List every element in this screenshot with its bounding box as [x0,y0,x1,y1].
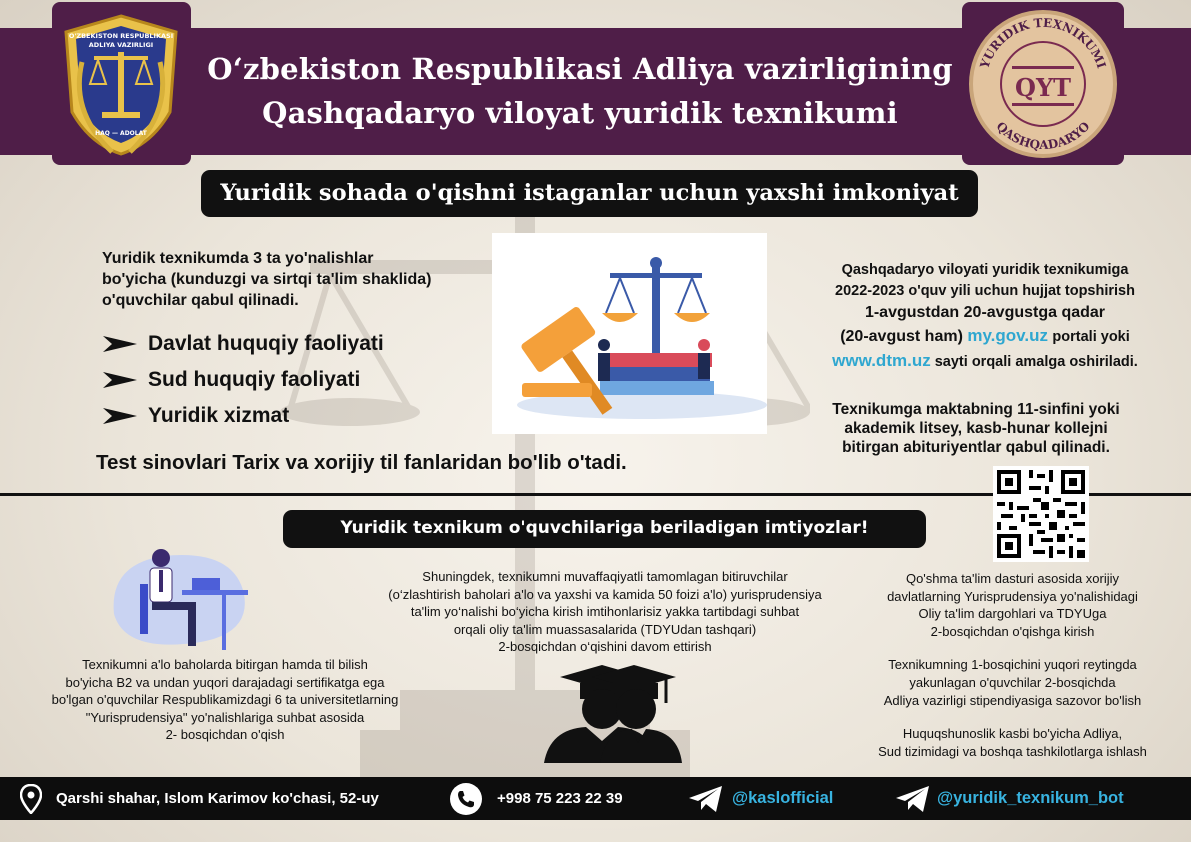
qr-code-icon [993,466,1089,562]
footer-telegram-bot[interactable] [895,777,1124,820]
direction-label: Yuridik xizmat [148,404,290,427]
eligibility-line: Texnikumga maktabning 11-sinfini yoki [832,401,1120,418]
ministry-emblem-subtext: ADLIYA VAZIRLIGI [88,41,154,49]
benefit-paragraph [845,656,1180,709]
qr-code[interactable] [993,466,1089,562]
ministry-emblem [52,2,191,165]
justice-illustration [492,233,767,434]
direction-label: Davlat huquqiy faoliyati [148,332,384,355]
footer-telegram-channel[interactable] [688,777,833,820]
benefit-line: Sud tizimidagi va boshqa tashkilotlarga ishlash [878,743,1147,759]
banner-opportunity: Yuridik sohada o'qishni istaganlar uchun yaxshi imkoniyat [201,170,978,217]
phone-text: +998 75 223 22 39 [497,790,623,807]
ministry-emblem-text: O'ZBEKISTON RESPUBLIKASI [68,32,174,40]
address-text: Qarshi shahar, Islom Karimov ko'chasi, 52-uy [56,790,379,807]
office-worker-illustration [104,544,254,654]
admission-line: 2022-2023 o'quv yili uchun hujjat topshirish [835,283,1135,299]
header-title-line1: O‘zbekiston Respublikasi Adliya vazirligining [207,52,953,86]
directions-list [102,326,384,434]
telegram-channel-link[interactable]: @kaslofficial [732,789,834,807]
dtm-link[interactable]: www.dtm.uz [832,351,931,370]
benefit-paragraph [845,725,1180,760]
benefit-line: 2-bosqichdan o'qishga kirish [930,623,1095,639]
benefit-paragraph [845,570,1180,640]
telegram-icon [688,785,724,813]
scales-gavel-icon [492,233,767,434]
benefit-middle [360,568,850,656]
intro-text [102,248,492,311]
graduates-illustration [540,663,686,763]
list-item [102,398,384,434]
footer-address [20,777,379,820]
benefit-line: bo'yicha B2 va undan yuqori darajadagi sertifikatga ega [65,674,385,690]
benefit-left [15,656,435,744]
arrow-icon [102,335,138,353]
worker-at-laptop-icon [104,544,254,654]
benefit-line: yakunlagan o'quvchilar 2-bosqichda [909,674,1116,690]
benefit-line: 2-bosqichdan o‘qishini davom ettirish [498,639,712,655]
benefit-line: Huquqshunoslik kasbi bo'yicha Adliya, [902,726,1123,742]
benefit-right [845,570,1180,776]
eligibility-line: bitirgan abituriyentlar qabul qilinadi. [842,439,1110,456]
arrow-icon [102,407,138,425]
ministry-emblem-motto: HAQ — ADOLAT [95,130,147,137]
graduation-cap-icon [540,663,686,763]
benefit-line: Adliya vazirligi stipendiyasiga sazovor bo'lish [883,692,1142,708]
eligibility-info [796,400,1156,457]
benefit-line: Oliy ta'lim dargohlari va TDYUga [918,606,1107,622]
admission-line: sayti orqali amalga oshiriladi. [934,354,1138,370]
admission-line: portali yoki [1052,329,1130,345]
eligibility-line: akademik litsey, kasb-hunar kollejni [844,420,1108,437]
footer-phone[interactable] [449,777,623,820]
benefit-line: Shuningdek, texnikumni muvaffaqiyatli tamomlagan bitiruvchilar [422,569,788,584]
benefit-line: ta'lim yo‘nalishi bo‘yicha kirish imtihonlarisiz yakka tartibdagi suhbat [410,604,800,620]
intro-line: Yuridik texnikumda 3 ta yo'nalishlar [102,250,374,267]
college-logo-monogram: QYT [1015,73,1071,102]
benefit-line: 2- bosqichdan o'qish [165,727,285,743]
telegram-bot-link[interactable]: @yuridik_texnikum_bot [937,789,1124,807]
intro-line: o'quvchilar qabul qilinadi. [102,292,299,309]
telegram-icon [895,785,931,813]
footer-bar [0,777,1191,820]
benefit-line: Texnikumning 1-bosqichini yuqori reytingda [888,657,1137,673]
list-item [102,362,384,398]
arrow-icon [102,371,138,389]
admission-info [795,260,1175,373]
header-title-line2: Qashqadaryo viloyat yuridik texnikumi [262,96,898,130]
mygov-link[interactable]: my.gov.uz [967,326,1048,345]
intro-line: bo'yicha (kunduzgi va sirtqi ta'lim shaklida) [102,271,432,288]
benefit-line: "Yurisprudensiya" yo'nalishlariga suhbat asosida [85,709,365,725]
benefit-line: bo'lgan o'quvchilar Respublikamizdagi 6 ta universitetlarning [51,692,399,708]
ministry-emblem-icon [52,2,191,165]
phone-icon [449,782,483,816]
college-logo [962,2,1124,165]
benefit-line: Qo'shma ta'lim dasturi asosida xorijiy [905,571,1120,586]
location-pin-icon [20,784,42,814]
college-logo-top-text: YURIDIK TEXNIKUMI [977,15,1109,71]
direction-label: Sud huquqiy faoliyati [148,368,361,391]
college-logo-icon [962,2,1124,165]
test-note: Test sinovlari Tarix va xorijiy til fanlaridan bo'lib o'tadi. [96,451,627,474]
admission-line: (20-avgust ham) [840,328,963,345]
benefit-line: davlatlarning Yurisprudensiya yo'nalishidagi [887,588,1138,604]
banner-benefits: Yuridik texnikum o'quvchilariga beriladigan imtiyozlar! [283,510,926,548]
list-item [102,326,384,362]
admission-line: Qashqadaryo viloyati yuridik texnikumiga [841,262,1129,278]
college-logo-bottom-text: QASHQADARYO [993,119,1093,153]
benefit-line: Texnikumni a'lo baholarda bitirgan hamda til bilish [82,657,368,672]
admission-dates: 1-avgustdan 20-avgustga qadar [864,304,1106,321]
benefit-line: (o‘zlashtirish baholari a'lo va yaxshi va kamida 50 foizi a'lo) yurisprudensiya [388,586,822,602]
benefit-line: orqali oliy ta'lim muassasalarida (TDYUdan tashqari) [453,621,757,637]
